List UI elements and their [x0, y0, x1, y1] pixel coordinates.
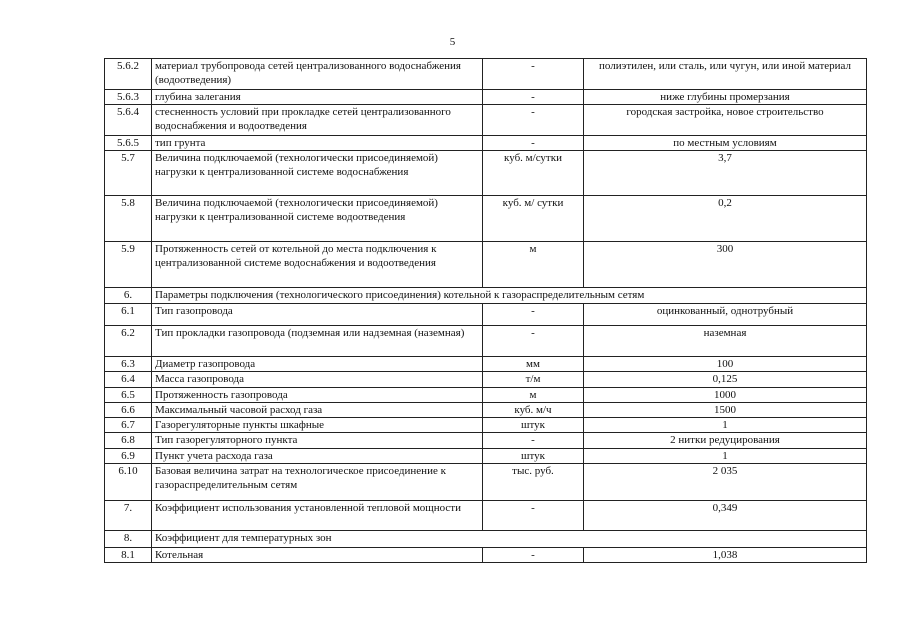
table-row — [105, 449, 867, 464]
parameter-value: оцинкованный, однотрубный — [584, 304, 867, 326]
row-number: 5.6.3 — [105, 90, 152, 105]
table-row — [105, 548, 867, 563]
row-number: 8. — [105, 531, 152, 548]
table-row — [105, 59, 867, 90]
parameter-name: стесненность условий при прокладке сетей централизованного водоснабжения и водоотведения — [152, 105, 483, 136]
parameter-value: 3,7 — [584, 151, 867, 196]
parameter-value: по местным условиям — [584, 136, 867, 151]
row-number: 6.4 — [105, 372, 152, 388]
table-row — [105, 464, 867, 501]
row-number: 6.9 — [105, 449, 152, 464]
table-row — [105, 357, 867, 372]
parameters-table — [104, 58, 867, 563]
parameter-value: 1 — [584, 449, 867, 464]
table-row — [105, 136, 867, 151]
unit-of-measure: м — [483, 388, 584, 403]
parameter-name: Протяженность сетей от котельной до места подключения к централизованной системе водоснабжения и водоотведения — [152, 242, 483, 288]
table-row — [105, 433, 867, 449]
row-number: 5.7 — [105, 151, 152, 196]
unit-of-measure: - — [483, 105, 584, 136]
row-number: 5.6.2 — [105, 59, 152, 90]
parameter-name: материал трубопровода сетей централизованного водоснабжения (водоотведения) — [152, 59, 483, 90]
parameter-name: Величина подключаемой (технологически присоединяемой) нагрузки к централизованной системе водоснабжения — [152, 151, 483, 196]
table-row — [105, 304, 867, 326]
row-number: 6.7 — [105, 418, 152, 433]
parameter-name: Тип прокладки газопровода (подземная или надземная (наземная) — [152, 326, 483, 357]
unit-of-measure: - — [483, 433, 584, 449]
table-row — [105, 501, 867, 531]
table-row — [105, 196, 867, 242]
table-row — [105, 105, 867, 136]
parameter-name: Коэффициент использования установленной тепловой мощности — [152, 501, 483, 531]
parameter-value: 0,2 — [584, 196, 867, 242]
parameter-name: Величина подключаемой (технологически присоединяемой) нагрузки к централизованной системе водоотведения — [152, 196, 483, 242]
parameter-value: 0,349 — [584, 501, 867, 531]
unit-of-measure: штук — [483, 418, 584, 433]
parameter-value: ниже глубины промерзания — [584, 90, 867, 105]
unit-of-measure: - — [483, 90, 584, 105]
parameter-value: 1 — [584, 418, 867, 433]
parameter-name: Тип газорегуляторного пункта — [152, 433, 483, 449]
table-row — [105, 418, 867, 433]
unit-of-measure: - — [483, 136, 584, 151]
unit-of-measure: - — [483, 548, 584, 563]
parameter-name: Пункт учета расхода газа — [152, 449, 483, 464]
unit-of-measure: т/м — [483, 372, 584, 388]
table-row — [105, 372, 867, 388]
row-number: 6.1 — [105, 304, 152, 326]
section-row — [105, 288, 867, 304]
row-number: 5.6.4 — [105, 105, 152, 136]
table-row — [105, 403, 867, 418]
parameter-value: полиэтилен, или сталь, или чугун, или иной материал — [584, 59, 867, 90]
parameter-value: 1000 — [584, 388, 867, 403]
parameter-value: 2 нитки редуцирования — [584, 433, 867, 449]
parameter-value: 300 — [584, 242, 867, 288]
row-number: 6.5 — [105, 388, 152, 403]
row-number: 6.10 — [105, 464, 152, 501]
table-row — [105, 242, 867, 288]
row-number: 6.2 — [105, 326, 152, 357]
parameter-name: Тип газопровода — [152, 304, 483, 326]
parameter-value: наземная — [584, 326, 867, 357]
parameter-value: 1500 — [584, 403, 867, 418]
parameter-name: Базовая величина затрат на технологическое присоединение к газораспределительным сетям — [152, 464, 483, 501]
unit-of-measure: куб. м/ч — [483, 403, 584, 418]
parameter-value: 0,125 — [584, 372, 867, 388]
row-number: 6. — [105, 288, 152, 304]
parameter-name: Котельная — [152, 548, 483, 563]
parameter-name: тип грунта — [152, 136, 483, 151]
unit-of-measure: тыс. руб. — [483, 464, 584, 501]
unit-of-measure: мм — [483, 357, 584, 372]
section-title: Параметры подключения (технологического присоединения) котельной к газораспределительным сетям — [152, 288, 867, 304]
unit-of-measure: - — [483, 501, 584, 531]
page-number: 5 — [449, 36, 456, 48]
parameter-value: городская застройка, новое строительство — [584, 105, 867, 136]
row-number: 5.6.5 — [105, 136, 152, 151]
parameter-name: Масса газопровода — [152, 372, 483, 388]
parameter-name: глубина залегания — [152, 90, 483, 105]
parameter-value: 1,038 — [584, 548, 867, 563]
table-row — [105, 388, 867, 403]
unit-of-measure: куб. м/сутки — [483, 151, 584, 196]
row-number: 8.1 — [105, 548, 152, 563]
parameter-value: 100 — [584, 357, 867, 372]
row-number: 6.3 — [105, 357, 152, 372]
unit-of-measure: куб. м/ сутки — [483, 196, 584, 242]
row-number: 7. — [105, 501, 152, 531]
parameter-name: Максимальный часовой расход газа — [152, 403, 483, 418]
parameter-value: 2 035 — [584, 464, 867, 501]
section-row — [105, 531, 867, 548]
unit-of-measure: м — [483, 242, 584, 288]
parameter-name: Протяженность газопровода — [152, 388, 483, 403]
unit-of-measure: - — [483, 326, 584, 357]
table-row — [105, 90, 867, 105]
row-number: 6.8 — [105, 433, 152, 449]
row-number: 5.8 — [105, 196, 152, 242]
table-row — [105, 151, 867, 196]
row-number: 5.9 — [105, 242, 152, 288]
table-row — [105, 326, 867, 357]
unit-of-measure: штук — [483, 449, 584, 464]
parameter-name: Диаметр газопровода — [152, 357, 483, 372]
parameter-name: Газорегуляторные пункты шкафные — [152, 418, 483, 433]
section-title: Коэффициент для температурных зон — [152, 531, 867, 548]
row-number: 6.6 — [105, 403, 152, 418]
unit-of-measure: - — [483, 304, 584, 326]
unit-of-measure: - — [483, 59, 584, 90]
